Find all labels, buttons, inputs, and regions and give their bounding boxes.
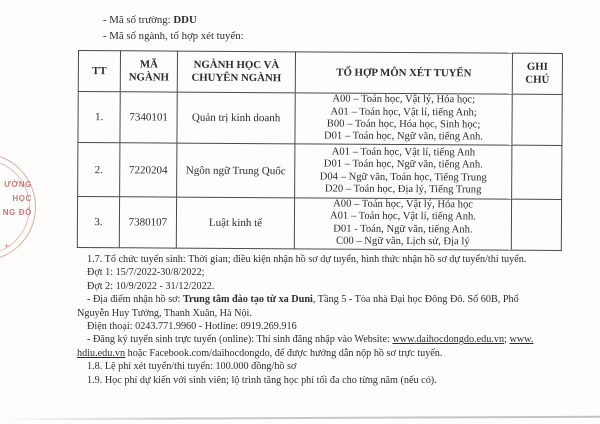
- intro-block: [103, 13, 244, 44]
- cell-note: [512, 145, 562, 199]
- table-row: [78, 143, 562, 200]
- combo-line: C00 – Ngữ văn, Lịch sử, Địa lý: [336, 235, 470, 248]
- cell-combos: [294, 198, 511, 250]
- address-line-2: Nguyễn Huy Tưởng, Thanh Xuân, Hà Nội.: [77, 307, 252, 319]
- address-line-1: [77, 293, 533, 306]
- cell-tt: 3.: [77, 197, 119, 248]
- combo-line: D01 - Toán, Ngữ văn, tiếng Anh.: [333, 223, 473, 236]
- online-registration-line-1: [77, 333, 533, 346]
- combo-line: A01 – Toán học, Vật lí, tiếng Anh: [331, 146, 476, 159]
- body-text-block: [77, 253, 533, 387]
- stamp-text-fragment: NG ĐÔ: [2, 208, 32, 217]
- stamp-plus-mark: +: [4, 241, 10, 251]
- paragraph-1-8: 1.8. Lệ phí xét tuyển/thi tuyển: 100.000 đồng/hồ sơ: [87, 361, 297, 373]
- combo-line: D04 – Ngữ văn, Toán học, Tiếng Trung: [319, 170, 487, 183]
- header-cell-major: NGÀNH HỌC VÀ CHUYÊN NGÀNH: [177, 51, 295, 93]
- paragraph-1-9: 1.9. Học phí dự kiến với sinh viên; lộ trình tăng học phí tối đa cho từng năm (nếu có).: [87, 374, 437, 386]
- major-code-line: - Mã số ngành, tổ hợp xét tuyển:: [103, 29, 244, 42]
- combo-line: A00 – Toán học, Vật lý, Hóa học;: [332, 93, 476, 106]
- table-row: [77, 197, 561, 251]
- website-url-2-end: hdiu.edu.vn: [77, 347, 126, 359]
- table-row: [78, 92, 562, 146]
- website-url-2-start: www.: [509, 334, 534, 346]
- school-code-label: - Mã số trường:: [103, 14, 174, 26]
- cell-tt: 2.: [78, 143, 120, 197]
- table-header-row: [78, 51, 562, 95]
- online-registration-line-2: [77, 347, 533, 360]
- header-cell-note: GHI CHÚ: [512, 53, 562, 94]
- cell-major: Luật kinh tế: [176, 197, 294, 248]
- round-2-dates: Đợt 2: 10/9/2022 - 31/12/2022.: [87, 280, 215, 292]
- combo-line: A01 – Toán học, Vật lí, tiếng Anh;: [330, 106, 477, 119]
- cell-combos: [295, 144, 512, 199]
- address-center-name: Trung tâm đào tạo từ xa Duni: [182, 294, 313, 306]
- stamp-text-fragment: HỌC: [12, 194, 32, 203]
- round-1-dates: Đợt 1: 15/7/2022-30/8/2022;: [87, 267, 205, 279]
- school-code-value: DDU: [173, 14, 197, 26]
- website-url: www.daihocdongdo.edu.vn: [392, 334, 505, 346]
- cell-note: [512, 94, 562, 145]
- cell-tt: 1.: [78, 92, 120, 143]
- address-rest: , Tầng 5 - Tòa nhà Đại học Đông Đô. Số 60B, Phố: [312, 294, 519, 306]
- combo-line: A01 – Toán học, Vật lí, tiếng Anh.: [329, 210, 477, 223]
- url-separator: ;: [504, 334, 510, 346]
- cell-major: Ngôn ngữ Trung Quốc: [177, 143, 295, 198]
- header-cell-code: MÃ NGÀNH: [120, 51, 177, 92]
- cell-code: 7340101: [120, 92, 177, 143]
- header-cell-tt: TT: [78, 51, 120, 92]
- page-edge-shadow: [0, 416, 600, 421]
- combo-line: A00 – Toán học, Vật lý, Hóa học: [333, 198, 474, 211]
- phone-line: Điện thoại: 0243.771.9960 - Hotline: 0919.269.916: [87, 320, 297, 332]
- cell-code: 7380107: [119, 197, 176, 248]
- combo-line: D01 – Toán học, Ngữ văn, tiếng Anh.: [323, 130, 483, 143]
- combo-line: D01 – Toán học, Ngữ văn, tiếng Anh.: [323, 158, 483, 171]
- online-registration-text: - Đăng ký tuyển sinh trực tuyến (online): Thí sinh đăng nhập vào Website:: [87, 334, 393, 346]
- cell-note: [511, 199, 561, 250]
- combo-line: B00 – Toán học, Hóa học, Sinh học;: [326, 118, 481, 131]
- paragraph-1-7: 1.7. Tổ chức tuyển sinh: Thời gian; điều kiện nhận hồ sơ dự tuyển, hình thức nhận hồ sơ dự tuyển/thi tuyển.: [87, 254, 527, 265]
- combo-line: D20 – Toán học, Địa lý, Tiếng Trung: [324, 183, 482, 196]
- stamp-text-fragment: ƯỜNG: [4, 180, 32, 189]
- admissions-table: [77, 50, 563, 251]
- cell-code: 7220204: [120, 143, 177, 197]
- header-cell-combo: TỔ HỢP MÔN XÉT TUYỂN: [295, 52, 512, 94]
- online-registration-text-2: hoặc Facebook.com/daihocdongdo, để được hướng dẫn nộp hồ sơ trực tuyến.: [125, 347, 443, 359]
- school-code-line: [103, 13, 244, 29]
- cell-major: Quản trị kinh doanh: [177, 92, 295, 144]
- cell-combos: [295, 93, 512, 145]
- address-label: - Địa điểm nhận hồ sơ:: [87, 294, 183, 306]
